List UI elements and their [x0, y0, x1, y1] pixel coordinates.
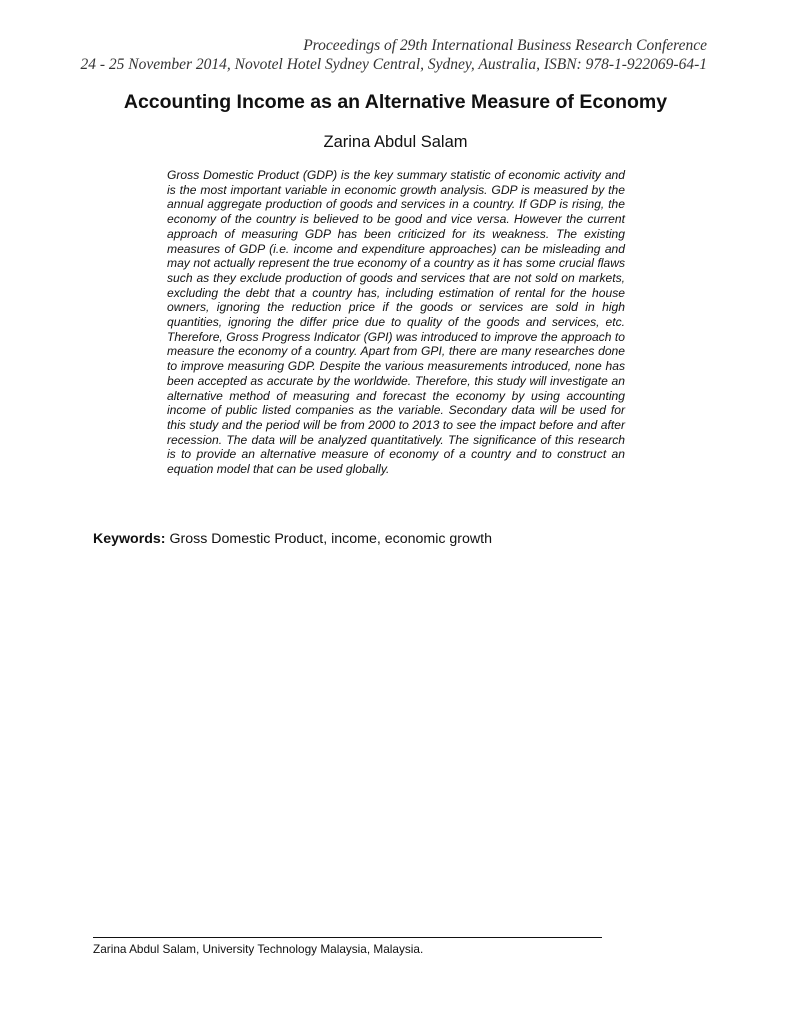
keywords-label: Keywords:: [93, 531, 166, 547]
keywords: [93, 530, 713, 548]
author-name: Zarina Abdul Salam: [323, 133, 468, 151]
author-affiliation-footnote: Zarina Abdul Salam, University Technology Malaysia, Malaysia.: [93, 942, 424, 956]
footnote-divider: [93, 937, 602, 938]
keywords-list: Gross Domestic Product, income, economic growth: [169, 531, 492, 547]
conference-details: 24 - 25 November 2014, Novotel Hotel Sydney Central, Sydney, Australia, ISBN: 978-1-922069-64-1: [80, 56, 707, 73]
conference-header: [27, 36, 707, 74]
conference-name: Proceedings of 29th International Business Research Conference: [303, 37, 707, 54]
abstract: Gross Domestic Product (GDP) is the key summary statistic of economic activity and is the most important variable in economic growth analysis. GDP is measured by the annual aggregate production of goods and services in a country. If GDP is rising, the economy of the country is believed to be good and vice versa. However the current approach of measuring GDP has been criticized for its weakness. The existing measures of GDP (i.e. income and expenditure approaches) can be misleading and may not actually represent the true economy of a country as it has some crucial flaws such as they exclude production of goods and services that are not sold on markets, excluding the debt that a country has, including estimation of rental for the house owners, ignoring the reduction price if the goods or services are sold in high quantities, ignoring the differ price due to quality of the goods and services, etc. Therefore, Gross Progress Indicator (GPI) was introduced to improve the approach to measure the economy of a country. Apart from GPI, there are many researches done to improve measuring GDP. Despite the various measurements introduced, none has been accepted as accurate by the worldwide. Therefore, this study will investigate an alternative method of measuring and forecast the economy by using accounting income of public listed companies as the variable. Secondary data will be used for this study and the period will be from 2000 to 2013 to see the impact before and after recession. The data will be analyzed quantitatively. The significance of this research is to provide an alternative measure of economy of a country and to construct an equation model that can be used globally.: [167, 168, 625, 477]
paper-title: Accounting Income as an Alternative Measure of Economy: [123, 91, 668, 113]
